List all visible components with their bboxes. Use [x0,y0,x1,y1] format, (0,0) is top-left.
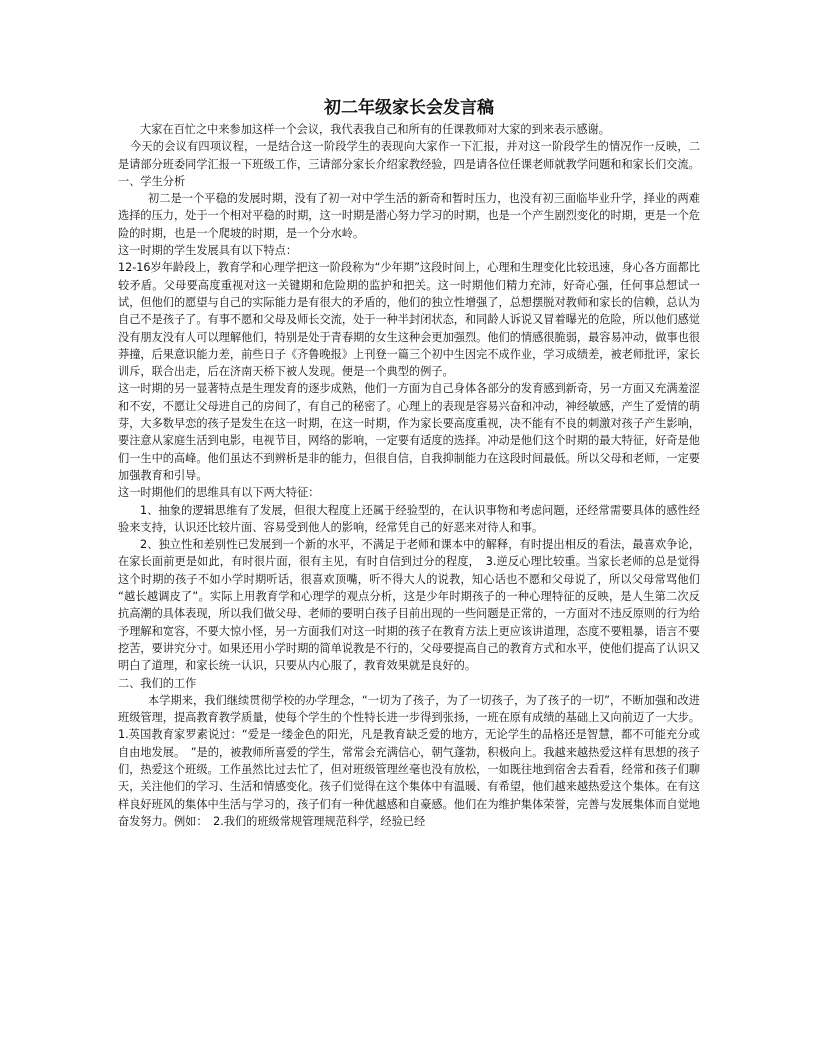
paragraph: 这一时期的学生发展具有以下特点： [118,244,298,258]
document-title: 初二年级家长会发言稿 [324,98,494,118]
paragraph: 这一时期的另一显著特点是生理发育的逐步成熟，他们一方面为自己身体各部分的发育感到新奇，另一方面又充满羞涩和不安，不愿让父母进自己的房间了，有自己的秘密了。心理上的表现是容易兴奋和冲动，神经敏感，产生了爱情的萌芽，大多数早恋的孩子是发生在这一时期，在这一时期，作为家长要高度重视，决不能有不良的刺激对孩子产生影响，要注意从家庭生活到电影，电视节目，网络的影响，一定要有适度的选择。冲动是他们这个时期的最大特征，好奇是他们一生中的高峰。他们虽达不到辨析是非的能力，但很自信，自我抑制能力在这段时间最低。所以父母和老师，一定要加强教育和引导。 [118,382,700,482]
section-heading: 二、我们的工作 [118,676,197,690]
list-item: 1、抽象的逻辑思维有了发展，但很大程度上还属于经验型的，在认识事物和考虑问题，还经常需要具体的感性经验来支持，认识还比较片面、容易受到他人的影响，经常凭自己的好恶来对待人和事。 [118,503,700,534]
list-item: 2、独立性和差别性已发展到一个新的水平，不满足于老师和课本中的解释，有时提出相反的看法，最喜欢争论，在家长面前更是如此，有时很片面，很有主见，有时自信到过分的程度， 3.逆反心理比较重。当家长老师的总是觉得这个时期的孩子不如小学时期听话，很喜欢顶嘴，听不得大人的说教，知心话也不愿和父母说了，所以父母常骂他们 “越长越调皮了”。实际上用教育学和心理学的观点分析，这是少年时期孩子的一种心理特征的反映，是人生第二次反抗高潮的具体表现，所以我们做父母、老师的要明白孩子目前出现的一些问题是正常的，一方面对不违反原则的行为给予理解和宽容，不要大惊小怪，另一方面我们对这一时期的孩子在教育方法上更应该讲道理，态度不要粗暴，语言不要挖苦，要讲究分寸。如果还用小学时期的简单说教是不行的，父母要提高自己的教育方式和水平，使他们提高了认识又明白了道理，和家长统一认识，只要从内心服了，教育效果就是良好的。 [118,538,700,673]
paragraph: 今天的会议有四项议程，一是结合这一阶段学生的表现向大家作一下汇报，并对这一阶段学生的情况作一反映，二是请部分班委同学汇报一下班级工作，三请部分家长介绍家教经验，四是请各位任课老师就教学问题和和家长们交流。 [118,140,700,171]
document-page [118,96,700,830]
paragraph: 12-16岁年龄段上，教育学和心理学把这一阶段称为“少年期”这段时间上，心理和生理变化比较迅速，身心各方面都比较矛盾。父母要高度重视对这一关键期和危险期的监护和把关。这一时期他们精力充沛，好奇心强，任何事总想试一试，但他们的愿望与自己的实际能力是有很大的矛盾的，他们的独立性增强了，总想摆脱对教师和家长的信赖，总认为自己不是孩子了。有事不愿和父母及师长交流，处于一种半封闭状态，和同龄人诉说又冒着曝光的危险，所以他们感觉没有朋友没有人可以理解他们，特别是处于青春期的女生这种会更加强烈。他们的情感很脆弱，最容易冲动，做事也很莽撞，后果意识能力差，前些日子《齐鲁晚报》上刊登一篇三个初中生因完不成作业，学习成绩差，被老师批评，家长训斥，联合出走，后在济南天桥下被人发现。便是一个典型的例子。 [118,261,700,379]
paragraph: 初二是一个平稳的发展时期，没有了初一对中学生活的新奇和暂时压力，也没有初三面临毕业升学，择业的两难选择的压力，处于一个相对平稳的时期，这一时期是潜心努力学习的时期，也是一个产生剧烈变化的时期，更是一个危险的时期，也是一个爬坡的时期，是一个分水岭。 [118,192,700,240]
paragraph: 本学期来，我们继续贯彻学校的办学理念，“一切为了孩子，为了一切孩子，为了孩子的一切”，不断加强和改进班级管理，提高教育教学质量，使每个学生的个性特长进一步得到张扬，一班在原有成绩的基础上又向前迈了一大步。 1.英国教育家罗素说过：“爱是一缕金色的阳光，凡是教育缺乏爱的地方，无论学生的品格还是智慧，都不可能充分或自由地发展。 ”是的，被教师所喜爱的学生，常常会充满信心，朝气蓬勃，积极向上。我越来越热爱这样有思想的孩子们，热爱这个班级。工作虽然比过去忙了，但对班级管理丝毫也没有放松，一如既往地到宿舍去看看，经常和孩子们聊天，关注他们的学习、生活和情感变化。孩子们觉得在这个集体中有温暖、有希望，他们越来越热爱这个集体。在有这样良好班风的集体中生活与学习的，孩子们有一种优越感和自豪感。他们在为维护集体荣誉，完善与发展集体而自觉地奋发努力。例如： 2.我们的班级常规管理规范科学，经验已经 [118,693,700,828]
paragraph: 这一时期他们的思维具有以下两大特征： [118,486,320,500]
section-heading: 一、学生分析 [118,174,186,188]
paragraph: 大家在百忙之中来参加这样一个会议，我代表我自己和所有的任课教师对大家的到来表示感谢。 [140,123,610,136]
